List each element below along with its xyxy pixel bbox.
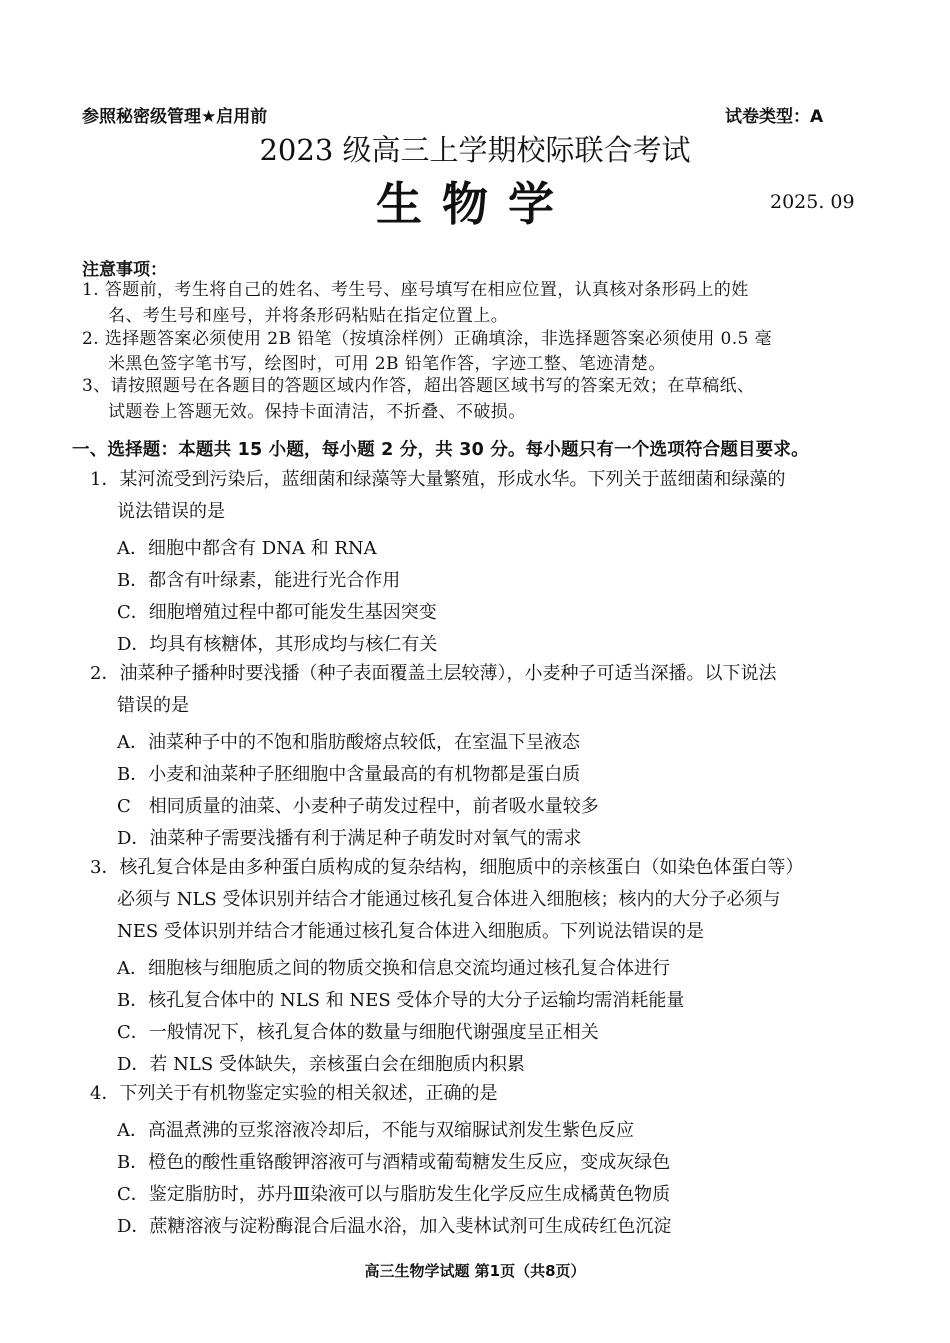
question-option: C．细胞增殖过程中都可能发生基因突变 — [117, 602, 437, 623]
question-option: C 相同质量的油菜、小麦种子萌发过程中，前者吸水量较多 — [117, 796, 599, 817]
notice-line: 3、请按照题号在各题目的答题区域内作答，超出答题区域书写的答案无效；在草稿纸、 — [82, 376, 755, 396]
notice-line: 试题卷上答题无效。保持卡面清洁，不折叠、不破损。 — [108, 402, 526, 422]
notice-title: 注意事项： — [82, 260, 167, 280]
question-stem-line: 错误的是 — [117, 695, 189, 716]
question-stem-line: 2．油菜种子播种时要浅播（种子表面覆盖土层较薄），小麦种子可适当深播。以下说法 — [90, 663, 777, 684]
exam-date: 2025. 09 — [770, 191, 855, 213]
notice-line: 米黑色签字笔书写，绘图时，可用 2B 铅笔作答，字迹工整、笔迹清楚。 — [108, 354, 666, 374]
question-option: B．都含有叶绿素，能进行光合作用 — [117, 570, 401, 591]
question-stem-line: 1．某河流受到污染后，蓝细菌和绿藻等大量繁殖，形成水华。下列关于蓝细菌和绿藻的 — [90, 469, 786, 490]
question-option: D．均具有核糖体，其形成均与核仁有关 — [117, 634, 438, 655]
question-option: A．高温煮沸的豆浆溶液冷却后，不能与双缩脲试剂发生紫色反应 — [117, 1120, 634, 1141]
question-stem-line: NES 受体识别并结合才能通过核孔复合体进入细胞质。下列说法错误的是 — [117, 921, 704, 942]
question-option: D．蔗糖溶液与淀粉酶混合后温水浴，加入斐林试剂可生成砖红色沉淀 — [117, 1216, 672, 1237]
question-option: A．油菜种子中的不饱和脂肪酸熔点较低，在室温下呈液态 — [117, 732, 580, 753]
question-option: B．橙色的酸性重铬酸钾溶液可与酒精或葡萄糖发生反应，变成灰绿色 — [117, 1152, 671, 1173]
page-footer: 高三生物学试题 第1页（共8页） — [364, 1262, 586, 1280]
question-stem-line: 必须与 NLS 受体识别并结合才能通过核孔复合体进入细胞核；核内的大分子必须与 — [117, 889, 781, 910]
confidentiality-label: 参照秘密级管理★启用前 — [82, 107, 268, 127]
question-stem-line: 4．下列关于有机物鉴定实验的相关叙述，正确的是 — [90, 1083, 498, 1104]
notice-line: 1. 答题前，考生将自己的姓名、考生号、座号填写在相应位置，认真核对条形码上的姓 — [82, 280, 749, 300]
section-heading: 一、选择题：本题共 15 小题，每小题 2 分，共 30 分。每小题只有一个选项符合题目要求。 — [72, 440, 809, 460]
subject-title: 生物学 — [376, 177, 574, 231]
question-option: C．一般情况下，核孔复合体的数量与细胞代谢强度呈正相关 — [117, 1022, 599, 1043]
question-option: B．核孔复合体中的 NLS 和 NES 受体介导的大分子运输均需消耗能量 — [117, 990, 685, 1011]
exam-title: 2023 级高三上学期校际联合考试 — [259, 133, 691, 167]
question-option: A．细胞中都含有 DNA 和 RNA — [117, 538, 377, 559]
notice-line: 名、考生号和座号，并将条形码粘贴在指定位置上。 — [108, 306, 509, 326]
paper-type-label: 试卷类型：A — [725, 107, 824, 127]
question-option: D．若 NLS 受体缺失，亲核蛋白会在细胞质内积累 — [117, 1054, 525, 1075]
notice-line: 2. 选择题答案必须使用 2B 铅笔（按填涂样例）正确填涂，非选择题答案必须使用 0.5 毫 — [82, 329, 772, 349]
question-stem-line: 3．核孔复合体是由多种蛋白质构成的复杂结构，细胞质中的亲核蛋白（如染色体蛋白等） — [90, 857, 804, 878]
question-option: D．油菜种子需要浅播有利于满足种子萌发时对氧气的需求 — [117, 828, 582, 849]
question-option: C．鉴定脂肪时，苏丹Ⅲ染液可以与脂肪发生化学反应生成橘黄色物质 — [117, 1184, 671, 1205]
question-stem-line: 说法错误的是 — [117, 501, 225, 522]
question-option: B．小麦和油菜种子胚细胞中含量最高的有机物都是蛋白质 — [117, 764, 581, 785]
question-option: A．细胞核与细胞质之间的物质交换和信息交流均通过核孔复合体进行 — [117, 958, 670, 979]
